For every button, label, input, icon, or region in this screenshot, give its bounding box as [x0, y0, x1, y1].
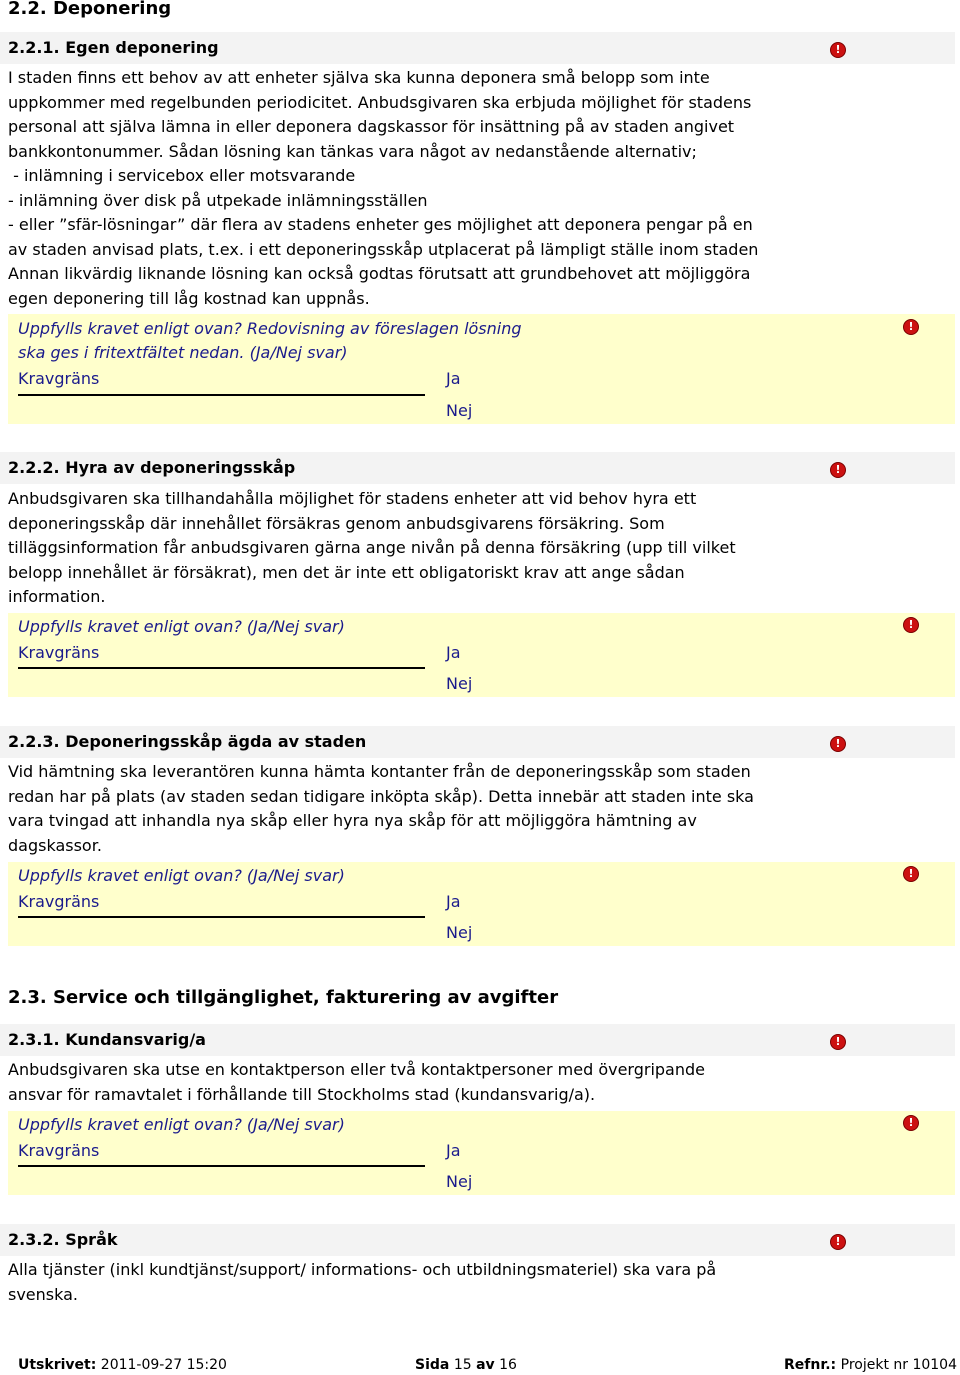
requirement-box-2-2-1: [8, 314, 955, 424]
body-line: I staden finns ett behov av att enheter själva ska kunna deponera små belopp som inte: [8, 68, 710, 87]
body-line: tilläggsinformation får anbudsgivaren gärna ange nivån på denna försäkring (upp till vilket: [8, 538, 736, 557]
kravgrans-label: Kravgräns: [18, 1141, 100, 1160]
body-line: bankkontonummer. Sådan lösning kan tänkas vara något av nedanstående alternativ;: [8, 141, 697, 161]
footer-ref: [784, 1357, 957, 1373]
footer-page-label: Sida: [415, 1357, 450, 1373]
body-line: - inlämning över disk på utpekade inlämningsställen: [8, 190, 428, 210]
section-body-2-2-3: [8, 760, 798, 858]
requirement-box-2-2-2: [8, 613, 955, 697]
section-title: 2.2.1. Egen deponering: [8, 38, 219, 57]
option-nej[interactable]: Nej: [446, 674, 473, 693]
body-line: belopp innehållet är försäkrat), men det är inte ett obligatoriskt krav att ange sådan: [8, 562, 685, 582]
option-nej[interactable]: Nej: [446, 923, 473, 942]
footer-page-current: 15: [453, 1357, 472, 1373]
body-line: vara tvingad att inhandla nya skåp eller hyra nya skåp för att möjliggöra hämtning av: [8, 811, 697, 830]
heading-2-3: 2.3. Service och tillgänglighet, fakturering av avgifter: [8, 987, 559, 1008]
body-line: redan har på plats (av staden sedan tidigare inköpta skåp). Detta innebär att staden inte ska: [8, 786, 754, 806]
body-line: ansvar för ramavtalet i förhållande till Stockholms stad (kundansvarig/a).: [8, 1084, 596, 1104]
warning-icon: !: [830, 462, 846, 478]
kravgrans-label: Kravgräns: [18, 643, 100, 662]
body-line: information.: [8, 587, 106, 606]
body-line: Anbudsgivaren ska utse en kontaktperson eller två kontaktpersoner med övergripande: [8, 1060, 705, 1079]
body-line: Annan likvärdig liknande lösning kan också godtas förutsatt att grundbehovet att möjliggöra: [8, 264, 751, 283]
footer-printed-value: 2011-09-27 15:20: [100, 1357, 227, 1373]
body-line: av staden anvisad plats, t.ex. i ett deponeringsskåp utplacerat på lämpligt ställe inom staden: [8, 239, 759, 259]
body-line: svenska.: [8, 1284, 78, 1304]
body-line: Anbudsgivaren ska tillhandahålla möjlighet för stadens enheter att vid behov hyra ett: [8, 489, 697, 508]
section-title: 2.2.2. Hyra av deponeringsskåp: [8, 458, 296, 477]
warning-icon: !: [830, 1034, 846, 1050]
body-line: egen deponering till låg kostnad kan uppnås.: [8, 288, 370, 308]
heading-2-2: 2.2. Deponering: [8, 0, 172, 19]
option-ja[interactable]: Ja: [446, 643, 461, 662]
warning-icon: !: [830, 42, 846, 58]
body-line: personal att själva lämna in eller deponera dagskassor för insättning på av staden angivet: [8, 117, 735, 136]
footer-ref-label: Refnr.:: [784, 1357, 837, 1373]
option-ja[interactable]: Ja: [446, 1141, 461, 1160]
requirement-question: Uppfylls kravet enligt ovan? Redovisning av föreslagen lösning: [18, 319, 522, 338]
requirement-question: Uppfylls kravet enligt ovan? (Ja/Nej svar): [18, 1115, 345, 1134]
body-line: dagskassor.: [8, 835, 102, 855]
warning-icon: !: [830, 736, 846, 752]
warning-icon: !: [903, 866, 919, 882]
section-header-2-3-1: [0, 1024, 955, 1056]
section-body-2-3-2: [8, 1258, 798, 1307]
section-title: 2.3.1. Kundansvarig/a: [8, 1030, 206, 1049]
kravgrans-line: [18, 394, 425, 396]
option-nej[interactable]: Nej: [446, 1172, 473, 1191]
warning-icon: !: [903, 319, 919, 335]
section-header-2-2-3: [0, 726, 955, 758]
body-line: Vid hämtning ska leverantören kunna hämta kontanter från de deponeringsskåp som staden: [8, 762, 751, 781]
body-line: - inlämning i servicebox eller motsvarande: [8, 166, 356, 185]
footer-printed: [18, 1357, 227, 1373]
option-ja[interactable]: Ja: [446, 892, 461, 911]
section-title: 2.2.3. Deponeringsskåp ägda av staden: [8, 732, 367, 751]
body-line: Alla tjänster (inkl kundtjänst/support/ informations- och utbildningsmateriel) ska vara på: [8, 1260, 717, 1279]
footer-ref-value: Projekt nr 10104: [840, 1357, 957, 1373]
section-body-2-2-1: [8, 66, 798, 311]
option-ja[interactable]: Ja: [446, 369, 461, 388]
body-line: - eller ”sfär-lösningar” där flera av stadens enheter ges möjlighet att deponera pengar på en: [8, 215, 753, 234]
option-nej[interactable]: Nej: [446, 401, 473, 420]
section-body-2-2-2: [8, 487, 798, 610]
warning-icon: !: [830, 1234, 846, 1250]
kravgrans-line: [18, 667, 425, 669]
warning-icon: !: [903, 1115, 919, 1131]
requirement-question: Uppfylls kravet enligt ovan? (Ja/Nej svar): [18, 866, 345, 885]
warning-icon: !: [903, 617, 919, 633]
footer-page-total: 16: [499, 1357, 517, 1373]
requirement-question: ska ges i fritextfältet nedan. (Ja/Nej svar): [18, 343, 348, 362]
section-body-2-3-1: [8, 1058, 798, 1107]
section-title: 2.3.2. Språk: [8, 1230, 118, 1249]
footer-page: [415, 1357, 517, 1373]
section-header-2-2-1: [0, 32, 955, 64]
requirement-box-2-3-1: [8, 1111, 955, 1195]
body-line: uppkommer med regelbunden periodicitet. Anbudsgivaren ska erbjuda möjlighet för stadens: [8, 92, 752, 112]
requirement-box-2-2-3: [8, 862, 955, 946]
section-header-2-2-2: [0, 452, 955, 484]
kravgrans-line: [18, 1165, 425, 1167]
section-header-2-3-2: [0, 1224, 955, 1256]
footer-page-of: av: [476, 1357, 495, 1373]
kravgrans-label: Kravgräns: [18, 892, 100, 911]
kravgrans-line: [18, 916, 425, 918]
body-line: deponeringsskåp där innehållet försäkras genom anbudsgivarens försäkring. Som: [8, 513, 665, 533]
kravgrans-label: Kravgräns: [18, 369, 100, 388]
footer-printed-label: Utskrivet:: [18, 1357, 97, 1373]
requirement-question: Uppfylls kravet enligt ovan? (Ja/Nej svar): [18, 617, 345, 636]
